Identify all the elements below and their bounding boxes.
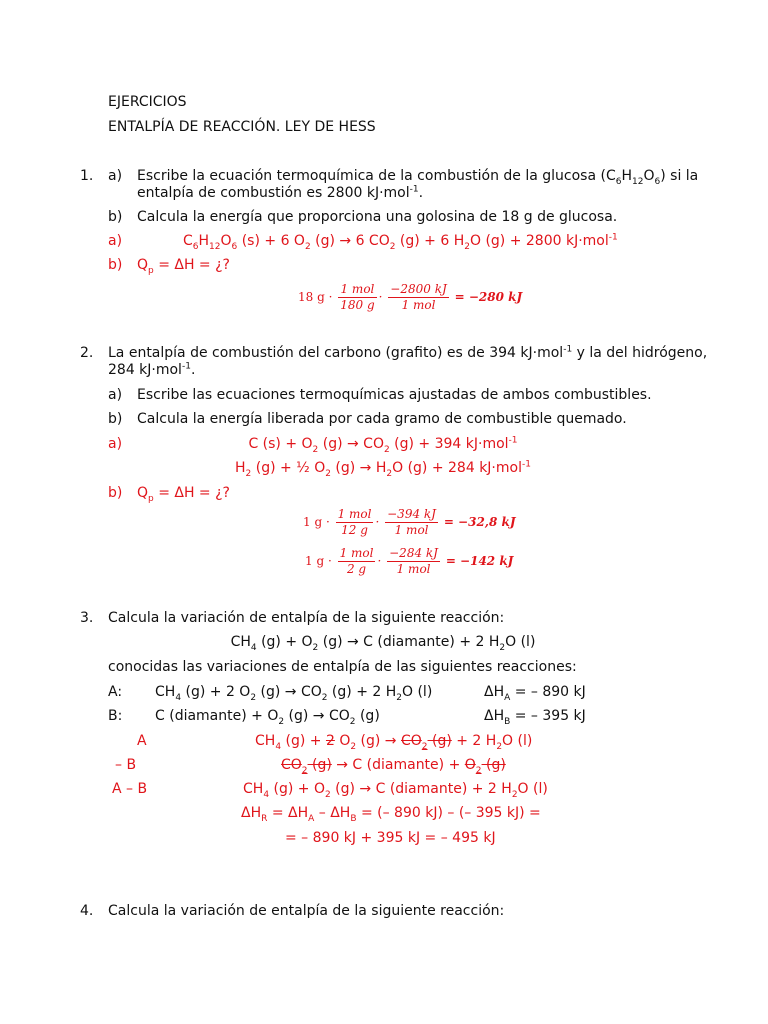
solution-minus-b-label: – B (115, 757, 137, 773)
solution-minus-b-equation: $CO_2$ (g) → C (diamante) + $O_2$ (g) (281, 757, 506, 776)
answer-1-a-equation: $C_6H_{12}O_6$ (s) + 6 $O_2$ (g) → 6 $CO_2$ (g) + 6 $H_2O$ (g) + 2800 kJ·mol$^{-1}$ (183, 232, 618, 252)
solution-a-minus-b-label: A – B (112, 781, 148, 797)
exercise-3-number: 3. (80, 610, 94, 626)
answer-2-calculation-2: 1 g · 1 mol 2 g · −284 kJ 1 mol = −142 kJ (305, 546, 514, 576)
exercise-2-b-label: b) (108, 411, 123, 427)
exercise-2-b-text: Calcula la energía liberada por cada gramo de combustible quemado. (137, 411, 627, 427)
solution-enthalpy-result: = – 890 kJ + 395 kJ = – 495 kJ (285, 830, 496, 846)
answer-2-b-qp: $Q_p = \Delta H$ = ¿? (137, 485, 230, 504)
exercise-2-text: La entalpía de combustión del carbono (grafito) es de 394 kJ·mol$^{-1}$ y la del hidrógeno, (108, 344, 708, 361)
answer-1-b-qp: $Q_p = \Delta H$ = ¿? (137, 257, 230, 276)
exercise-2-a-label: a) (108, 387, 123, 403)
answer-1-a-label: a) (108, 233, 123, 249)
answer-2-a-equation-2: $H_2$ (g) + ½ $O_2$ $(g) \to H_2O$ (g) + 284 kJ·mol$^{-1}$ (235, 459, 531, 479)
exercise-3-known-text: conocidas las variaciones de entalpía de las siguientes reacciones: (108, 659, 577, 675)
reaction-b-label: B: (108, 708, 123, 724)
exercise-1-a-text-2: entalpía de combustión es 2800 kJ·mol$^{-1}$. (137, 184, 424, 201)
exercise-2-a-text: Escribe las ecuaciones termoquímicas ajustadas de ambos combustibles. (137, 387, 652, 403)
document-subtitle: ENTALPÍA DE REACCIÓN. LEY DE HESS (108, 119, 376, 135)
answer-1-calculation: 18 g · 1 mol 180 g · −2800 kJ 1 mol = −280 kJ (298, 282, 523, 312)
exercise-1-number: 1. (80, 168, 94, 184)
exercise-1-a-label: a) (108, 168, 123, 184)
exercise-3-target-reaction: $CH_4$ $(g) + O_2$ (g) → C (diamante) + 2 $H_2O$ (l) (230, 634, 536, 653)
answer-1-b-label: b) (108, 257, 123, 273)
solution-a-equation: $CH_4$ (g) + 2 $O_2$ $(g) \to CO_2$ (g) + 2 $H_2O$ (l) (255, 733, 533, 752)
answer-2-b-label: b) (108, 485, 123, 501)
exercise-4-number: 4. (80, 903, 94, 919)
solution-a-label: A (137, 733, 147, 749)
exercise-3-text: Calcula la variación de entalpía de la siguiente reacción: (108, 610, 505, 626)
answer-2-a-equation-1: C $(s) + O_2$ $(g) \to CO_2$ (g) + 394 kJ·mol$^{-1}$ (248, 435, 518, 455)
reaction-a-enthalpy: $\Delta H_A$ = – 890 kJ (484, 684, 586, 703)
reaction-b-enthalpy: $\Delta H_B$ = – 395 kJ (484, 708, 586, 727)
exercise-1-b-text: Calcula la energía que proporciona una golosina de 18 g de glucosa. (137, 209, 618, 225)
exercise-1-a-text: Escribe la ecuación termoquímica de la combustión de la glucosa $(C_6H_{12}O_6)$ si la (137, 168, 699, 187)
reaction-a-label: A: (108, 684, 123, 700)
solution-a-minus-b-equation: $CH_4$ $(g) + O_2$ (g) → C (diamante) + 2 $H_2O$ (l) (243, 781, 548, 800)
answer-2-a-label: a) (108, 436, 123, 452)
reaction-b-equation: C (diamante) + $O_2$ $(g) \to CO_2$ (g) (155, 708, 380, 727)
reaction-a-equation: $CH_4$ (g) + 2 $O_2$ $(g) \to CO_2$ (g) + 2 $H_2O$ (l) (155, 684, 433, 703)
solution-enthalpy-sum: $\Delta H_R = \Delta H_A - \Delta H_B$ = (– 890 kJ) – (– 395 kJ) = (241, 805, 541, 824)
exercise-1-b-label: b) (108, 209, 123, 225)
exercise-2-text-2: 284 kJ·mol$^{-1}$. (108, 361, 196, 378)
answer-2-calculation-1: 1 g · 1 mol 12 g · −394 kJ 1 mol = −32,8 kJ (303, 507, 516, 537)
document-title: EJERCICIOS (108, 94, 187, 110)
exercise-2-number: 2. (80, 345, 94, 361)
exercise-4-text: Calcula la variación de entalpía de la siguiente reacción: (108, 903, 505, 919)
